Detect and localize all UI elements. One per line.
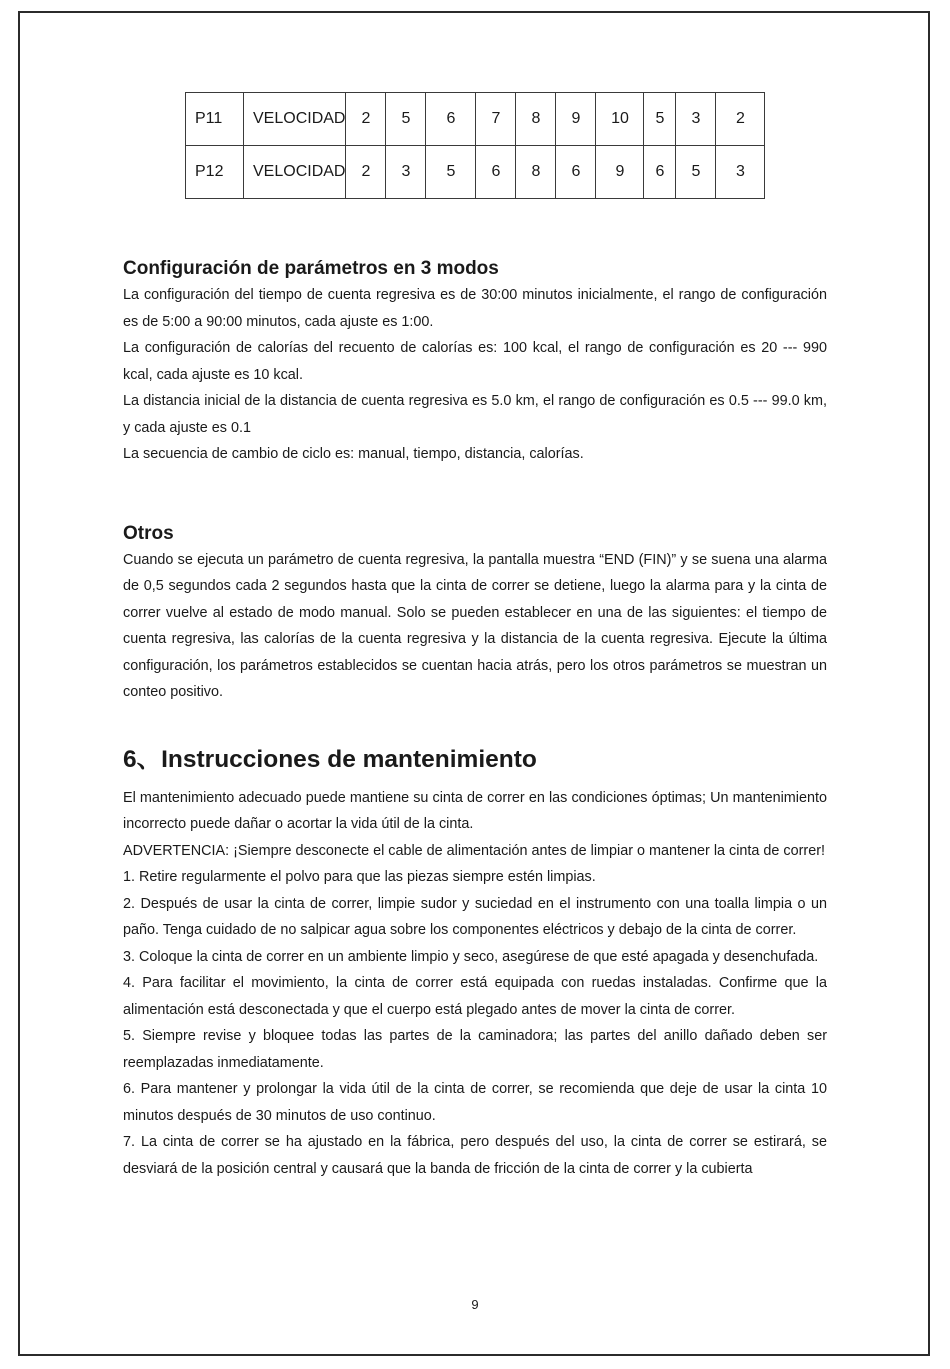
speed-value-cell: 9 (596, 146, 644, 199)
speed-value-cell: 9 (556, 93, 596, 146)
list-item: 1. Retire regularmente el polvo para que las piezas siempre estén limpias. (123, 869, 596, 885)
paragraph: La configuración de calorías del recuento de calorías es: 100 kcal, el rango de configuración es 20 --- 990 kcal, cada ajuste es 10 kcal. (123, 340, 827, 383)
table-row (186, 93, 765, 146)
page-number: 9 (471, 1297, 479, 1312)
speed-program-table (185, 92, 765, 199)
paragraph: La configuración del tiempo de cuenta regresiva es de 30:00 minutos inicialmente, el rango de configuración es de 5:00 a 90:00 minutos, cada ajuste es 1:00. (123, 287, 827, 330)
section-heading-otros: Otros (123, 522, 174, 544)
speed-value-cell: 6 (556, 146, 596, 199)
speed-value-cell: 3 (386, 146, 426, 199)
table-row (186, 146, 765, 199)
speed-value-cell: 5 (426, 146, 476, 199)
warning-paragraph: ADVERTENCIA: ¡Siempre desconecte el cable de alimentación antes de limpiar o mantener la cinta de correr! (123, 842, 826, 859)
speed-value-cell: 7 (476, 93, 516, 146)
speed-value-cell: 2 (346, 146, 386, 199)
speed-value-cell: 2 (346, 93, 386, 146)
section-heading-maintenance: 6、Instrucciones de mantenimiento (123, 745, 537, 773)
speed-value-cell: 3 (716, 146, 765, 199)
paragraph: El mantenimiento adecuado puede mantiene su cinta de correr en las condiciones óptimas; Un mantenimiento incorrecto puede dañar o acortar la vida útil de la cinta. (123, 789, 827, 832)
speed-value-cell: 3 (676, 93, 716, 146)
speed-value-cell: 8 (516, 146, 556, 199)
speed-value-cell: 5 (676, 146, 716, 199)
paragraph: Cuando se ejecuta un parámetro de cuenta regresiva, la pantalla muestra “END (FIN)” y se suena una alarma de 0,5 segundos cada 2 segundos hasta que la cinta de correr se detiene, luego la alarma para y la cinta de correr vuelve al estado de modo manual. Solo se pueden establecer en una de las siguientes: el tiempo de cuenta regresiva, las calorías de la cuenta regresiva y la distancia de la cuenta regresiva. Ejecute la última configuración, los parámetros establecidos se cuentan hacia atrás, pero los otros parámetros se muestran un conteo positivo. (123, 551, 827, 700)
speed-value-cell: 5 (644, 93, 676, 146)
list-item: 6. Para mantener y prolongar la vida útil de la cinta de correr, se recomienda que deje de usar la cinta 10 minutos después de 30 minutos de uso continuo. (123, 1081, 827, 1124)
list-item: 2. Después de usar la cinta de correr, limpie sudor y suciedad en el instrumento con una toalla limpia o un paño. Tenga cuidado de no salpicar agua sobre los componentes eléctricos y debajo de la cinta de correr. (123, 895, 827, 938)
list-item: 5. Siempre revise y bloquee todas las partes de la caminadora; las partes del anillo dañado deben ser reemplazadas inmediatamente. (123, 1028, 827, 1071)
list-item: 7. La cinta de correr se ha ajustado en la fábrica, pero después del uso, la cinta de correr se estirará, se desviará de la posición central y causará que la banda de fricción de la cinta de correr y la cubierta (123, 1134, 827, 1177)
speed-label-cell: VELOCIDAD (244, 93, 346, 146)
speed-value-cell: 6 (426, 93, 476, 146)
speed-value-cell: 5 (386, 93, 426, 146)
document-body (123, 256, 827, 1182)
speed-value-cell: 6 (476, 146, 516, 199)
list-item: 3. Coloque la cinta de correr en un ambiente limpio y seco, asegúrese de que esté apagada y desenchufada. (123, 948, 819, 965)
program-cell: P12 (186, 146, 244, 199)
paragraph: La distancia inicial de la distancia de cuenta regresiva es 5.0 km, el rango de configuración es 0.5 --- 99.0 km, y cada ajuste es 0.1 (123, 393, 827, 436)
speed-value-cell: 10 (596, 93, 644, 146)
speed-label-cell: VELOCIDAD (244, 146, 346, 199)
speed-value-cell: 8 (516, 93, 556, 146)
speed-value-cell: 6 (644, 146, 676, 199)
list-item: 4. Para facilitar el movimiento, la cinta de correr está equipada con ruedas instaladas. Confirme que la alimentación está desconectada y que el cuerpo está plegado antes de mover la cinta de correr. (123, 975, 827, 1018)
speed-value-cell: 2 (716, 93, 765, 146)
section-heading-modes: Configuración de parámetros en 3 modos (123, 258, 499, 279)
program-cell: P11 (186, 93, 244, 146)
paragraph: La secuencia de cambio de ciclo es: manual, tiempo, distancia, calorías. (123, 446, 584, 462)
